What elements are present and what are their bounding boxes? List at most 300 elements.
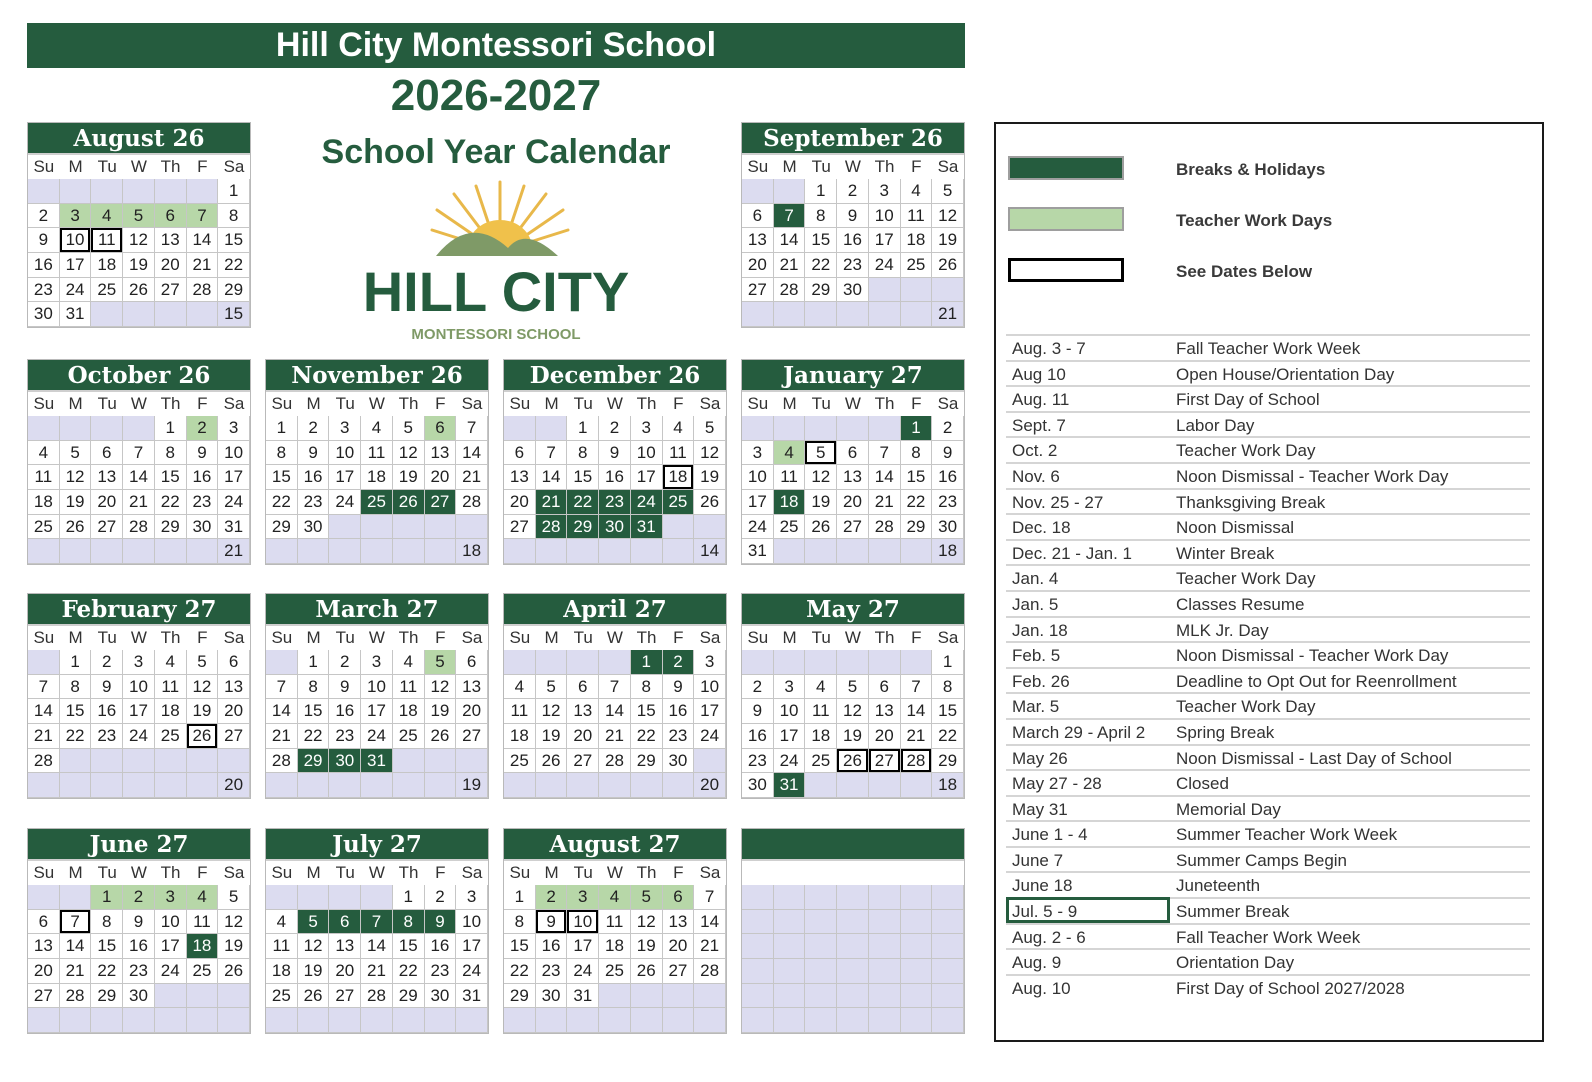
day-cell: 8 [298,675,330,700]
empty-cell [28,650,60,675]
day-cell: 8 [91,910,123,935]
day-cell: 9 [837,204,869,229]
weekday-label: M [782,394,797,413]
day-cell: 9 [28,228,60,253]
empty-cell [774,959,806,984]
day-cell: 25 [805,749,837,774]
day-cell: 18 [91,253,123,278]
weekday-label: M [306,394,321,413]
calendar-subtitle: School Year Calendar [321,133,671,171]
day-cell: 11 [393,675,425,700]
school-days-count: 18 [932,539,964,564]
month-title: June 27 [28,829,250,861]
day-cell: 7 [266,675,298,700]
day-cell: 19 [123,253,155,278]
empty-cell [599,539,631,564]
weekday-label: Th [160,628,181,647]
weekday-label: Th [398,394,419,413]
weekday-label: Th [874,157,895,176]
day-cell: 5 [805,441,837,466]
weekday-label: Th [398,628,419,647]
empty-cell [187,984,219,1009]
day-cell: 25 [901,253,933,278]
empty-cell [837,650,869,675]
day-cell: 24 [456,959,488,984]
day-cell: 14 [869,465,901,490]
month-calendar [27,593,251,799]
day-cell: 29 [805,278,837,303]
day-cell: 16 [425,934,457,959]
day-cell: 20 [91,490,123,515]
day-cell: 30 [742,773,774,798]
day-cell: 21 [599,724,631,749]
day-cell: 7 [694,885,726,910]
day-cell: 4 [91,204,123,229]
day-cell: 17 [742,490,774,515]
day-cell: 27 [329,984,361,1009]
event-date: Oct. 2 [1012,441,1058,461]
day-cell: 15 [60,699,92,724]
day-cell: 7 [456,416,488,441]
empty-cell [425,539,457,564]
day-cell: 27 [837,515,869,540]
event-description: Spring Break [1176,722,1275,742]
empty-cell [901,302,933,327]
school-name-banner: Hill City Montessori School [27,23,965,68]
day-cell: 16 [742,724,774,749]
empty-cell [329,515,361,540]
empty-cell [901,934,933,959]
day-cell: 19 [631,934,663,959]
empty-cell [60,1008,92,1033]
day-cell: 3 [60,204,92,229]
empty-cell [155,749,187,774]
empty-cell [425,1008,457,1033]
empty-cell [187,302,219,327]
empty-cell [425,773,457,798]
day-cell: 2 [28,204,60,229]
day-cell: 14 [536,465,568,490]
day-cell: 2 [298,416,330,441]
day-cell: 29 [155,515,187,540]
day-cell: 23 [28,278,60,303]
empty-cell [187,749,219,774]
day-cell: 16 [187,465,219,490]
day-cell: 18 [663,465,695,490]
weekday-label: Sa [699,628,721,647]
day-grid [504,650,726,798]
day-cell: 23 [599,490,631,515]
day-cell: 22 [60,724,92,749]
event-row [1006,871,1530,897]
empty-cell [123,1008,155,1033]
empty-cell [774,934,806,959]
empty-cell [504,650,536,675]
empty-cell [742,1008,774,1033]
day-cell: 11 [805,699,837,724]
empty-cell [91,302,123,327]
weekday-label: M [68,628,83,647]
day-cell: 8 [504,910,536,935]
weekday-label: W [130,157,147,176]
day-cell: 25 [91,278,123,303]
weekday-label: Su [747,157,769,176]
weekday-label: Su [33,394,55,413]
weekday-label: Su [747,394,769,413]
day-cell: 15 [298,699,330,724]
day-cell: 12 [298,934,330,959]
day-cell: 5 [694,416,726,441]
event-description: Teacher Work Day [1176,441,1316,461]
day-cell: 1 [805,179,837,204]
day-cell: 11 [504,699,536,724]
day-cell: 13 [329,934,361,959]
day-cell: 14 [60,934,92,959]
empty-cell [901,1008,933,1033]
weekday-label: Tu [335,394,355,413]
day-cell: 14 [599,699,631,724]
logo-sub-text: MONTESSORI SCHOOL [411,326,581,343]
day-cell: 18 [901,228,933,253]
empty-cell [663,515,695,540]
empty-cell [155,1008,187,1033]
empty-cell [869,1008,901,1033]
day-cell: 12 [805,465,837,490]
empty-cell [123,416,155,441]
day-cell: 23 [663,724,695,749]
empty-cell [694,515,726,540]
event-date: Sept. 7 [1012,415,1066,435]
empty-cell [631,773,663,798]
day-cell: 17 [567,934,599,959]
event-date: Dec. 21 - Jan. 1 [1012,543,1133,563]
day-cell: 3 [774,675,806,700]
weekday-header [504,392,726,416]
empty-cell [869,984,901,1009]
empty-cell [91,1008,123,1033]
day-cell: 24 [869,253,901,278]
empty-cell [504,416,536,441]
day-grid [742,179,964,327]
day-cell: 14 [901,699,933,724]
empty-cell [361,773,393,798]
weekday-label: Sa [223,628,245,647]
day-cell: 24 [60,278,92,303]
empty-cell [663,984,695,1009]
empty-cell [298,885,330,910]
day-cell: 9 [932,441,964,466]
day-cell: 29 [504,984,536,1009]
day-cell: 18 [805,724,837,749]
day-cell: 20 [425,465,457,490]
empty-cell [694,749,726,774]
day-cell: 3 [329,416,361,441]
day-cell: 21 [266,724,298,749]
empty-cell [60,416,92,441]
weekday-label: Th [160,394,181,413]
day-cell: 2 [932,416,964,441]
day-cell: 19 [536,724,568,749]
day-cell: 13 [567,699,599,724]
weekday-label: Su [33,863,55,882]
day-cell: 15 [631,699,663,724]
day-cell: 13 [504,465,536,490]
day-cell: 29 [901,515,933,540]
day-cell: 31 [631,515,663,540]
day-cell: 27 [504,515,536,540]
empty-cell [266,539,298,564]
day-cell: 1 [901,416,933,441]
weekday-label: F [197,394,208,413]
empty-cell [123,773,155,798]
day-cell: 13 [425,441,457,466]
day-cell: 3 [694,650,726,675]
event-date: Aug. 11 [1012,390,1070,410]
day-cell: 7 [599,675,631,700]
day-cell: 21 [456,465,488,490]
day-grid [28,885,250,1033]
day-cell: 2 [187,416,219,441]
empty-cell [536,539,568,564]
day-cell: 19 [187,699,219,724]
empty-cell [60,773,92,798]
weekday-label: Tu [97,157,117,176]
day-cell: 9 [329,675,361,700]
empty-cell [932,1008,964,1033]
empty-cell [361,1008,393,1033]
month-calendar [265,359,489,565]
day-cell: 22 [631,724,663,749]
day-cell: 6 [504,441,536,466]
event-description: Orientation Day [1176,953,1295,973]
day-cell: 16 [932,465,964,490]
day-cell: 6 [869,675,901,700]
weekday-label: W [368,628,385,647]
day-cell: 10 [774,699,806,724]
day-cell: 26 [60,515,92,540]
day-cell: 30 [329,749,361,774]
empty-cell [631,984,663,1009]
day-cell: 18 [266,959,298,984]
day-cell: 16 [329,699,361,724]
see-dates-swatch [1008,258,1124,282]
day-cell: 24 [155,959,187,984]
weekday-label: M [68,157,83,176]
event-date: Feb. 26 [1012,671,1070,691]
weekday-label: Tu [573,863,593,882]
weekday-label: F [435,863,446,882]
empty-cell [504,539,536,564]
day-cell: 21 [901,724,933,749]
day-cell: 16 [536,934,568,959]
empty-cell [805,934,837,959]
empty-cell [393,773,425,798]
day-cell: 21 [28,724,60,749]
day-grid [266,650,488,798]
day-cell: 29 [91,984,123,1009]
school-days-count: 14 [694,539,726,564]
weekday-label: Su [509,863,531,882]
day-cell: 4 [599,885,631,910]
weekday-label: F [197,863,208,882]
day-cell: 29 [393,984,425,1009]
weekday-label: Tu [811,628,831,647]
day-cell: 11 [599,910,631,935]
day-cell: 19 [298,959,330,984]
day-cell: 17 [361,699,393,724]
month-title: February 27 [28,594,250,626]
empty-cell [869,650,901,675]
month-title: May 27 [742,594,964,626]
weekday-label: Sa [937,157,959,176]
day-cell: 25 [187,959,219,984]
day-cell: 27 [567,749,599,774]
day-cell: 8 [218,204,250,229]
day-cell: 31 [361,749,393,774]
event-date: Jan. 5 [1012,594,1059,614]
day-cell: 3 [567,885,599,910]
legend-panel [994,122,1544,1042]
empty-cell [774,179,806,204]
day-cell: 16 [91,699,123,724]
day-cell: 3 [869,179,901,204]
day-cell: 1 [60,650,92,675]
day-cell: 20 [456,699,488,724]
weekday-label: Sa [937,394,959,413]
day-cell: 2 [91,650,123,675]
weekday-label: W [130,628,147,647]
empty-cell [742,934,774,959]
day-cell: 16 [837,228,869,253]
day-cell: 30 [663,749,695,774]
event-description: Fall Teacher Work Week [1176,927,1361,947]
day-cell: 24 [742,515,774,540]
day-cell: 5 [123,204,155,229]
day-cell: 20 [567,724,599,749]
day-cell: 11 [266,934,298,959]
empty-cell [60,885,92,910]
day-cell: 26 [536,749,568,774]
day-cell: 17 [694,699,726,724]
event-date: Mar. 5 [1012,697,1060,717]
day-cell: 21 [187,253,219,278]
empty-cell [631,1008,663,1033]
day-cell: 15 [218,228,250,253]
empty-cell [298,773,330,798]
empty-cell [329,885,361,910]
empty-cell [599,773,631,798]
day-cell: 19 [393,465,425,490]
day-cell: 6 [218,650,250,675]
empty-cell [123,539,155,564]
day-cell: 1 [631,650,663,675]
event-row [1006,564,1530,590]
day-cell: 4 [28,441,60,466]
day-cell: 28 [869,515,901,540]
day-cell: 24 [123,724,155,749]
empty-cell [901,278,933,303]
empty-cell [869,934,901,959]
day-cell: 8 [631,675,663,700]
day-cell: 30 [599,515,631,540]
empty-cell [60,539,92,564]
empty-cell [663,1008,695,1033]
month-calendar [265,828,489,1034]
event-row [1006,590,1530,616]
event-row [1006,513,1530,539]
day-cell: 23 [298,490,330,515]
empty-cell [869,885,901,910]
day-cell: 1 [393,885,425,910]
school-days-count: 15 [218,302,250,327]
empty-cell [28,416,60,441]
event-description: Winter Break [1176,543,1275,563]
day-cell: 27 [456,724,488,749]
day-cell: 12 [123,228,155,253]
day-cell: 28 [123,515,155,540]
month-title: August 27 [504,829,726,861]
day-cell: 25 [599,959,631,984]
event-row [1006,846,1530,872]
day-cell: 6 [567,675,599,700]
day-cell: 23 [329,724,361,749]
day-cell: 20 [869,724,901,749]
empty-cell [742,885,774,910]
day-cell: 14 [361,934,393,959]
empty-cell [837,934,869,959]
day-cell: 30 [425,984,457,1009]
day-cell: 22 [91,959,123,984]
month-title: April 27 [504,594,726,626]
day-cell: 7 [774,204,806,229]
weekday-label: Th [874,394,895,413]
weekday-header [742,626,964,650]
day-cell: 27 [218,724,250,749]
month-calendar [27,828,251,1034]
day-cell: 20 [742,253,774,278]
day-cell: 15 [504,934,536,959]
day-cell: 23 [536,959,568,984]
day-cell: 9 [425,910,457,935]
day-cell: 20 [155,253,187,278]
empty-cell [28,539,60,564]
day-cell: 30 [536,984,568,1009]
weekday-label: M [544,394,559,413]
empty-cell [837,1008,869,1033]
weekday-header [28,392,250,416]
event-row [1006,436,1530,462]
weekday-label: Tu [335,628,355,647]
day-cell: 11 [91,228,123,253]
day-grid [742,885,964,1033]
empty-cell [932,910,964,935]
day-cell: 9 [187,441,219,466]
day-cell: 21 [536,490,568,515]
empty-cell [774,885,806,910]
event-date: Nov. 25 - 27 [1012,492,1104,512]
event-date: Aug. 10 [1012,978,1071,998]
weekday-label: Tu [97,394,117,413]
day-cell: 18 [28,490,60,515]
day-cell: 6 [155,204,187,229]
empty-cell [869,539,901,564]
day-cell: 6 [329,910,361,935]
day-cell: 28 [266,749,298,774]
weekday-header [742,155,964,179]
empty-cell [456,1008,488,1033]
weekday-label: Su [747,628,769,647]
weekday-label: W [606,863,623,882]
